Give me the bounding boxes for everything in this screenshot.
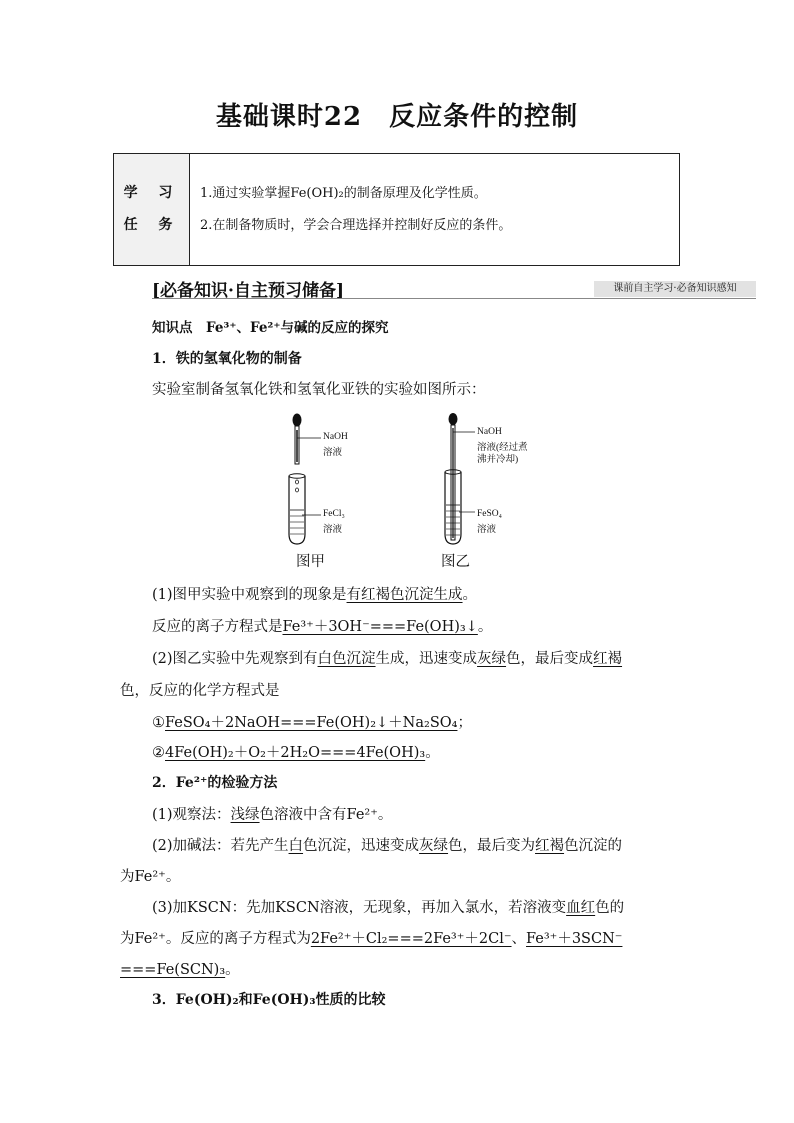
m2-answer-1: 白 [288, 838, 304, 854]
dropper-bulb-b [449, 413, 458, 425]
equation-2 [152, 741, 440, 762]
eq1-number: ① [152, 715, 165, 731]
fig-b-reagent1: NaOH [477, 427, 502, 437]
fig-b-reagent2b: 溶液 [477, 525, 497, 535]
eq2-end: 。 [425, 745, 440, 761]
task-label [114, 154, 190, 265]
fig-a-reagent1b: 溶液 [323, 448, 343, 458]
question-2-line1 [152, 647, 622, 668]
m3-equation-2a: Fe³⁺＋3SCN⁻ [526, 931, 623, 947]
m2-part-b: 色沉淀，迅速变成 [303, 838, 420, 854]
q2-answer-3: 红褐 [593, 651, 623, 667]
knowledge-point [152, 316, 388, 336]
q2-answer-1: 白色沉淀 [317, 651, 376, 667]
m1-suffix: 色溶液中含有Fe²⁺。 [259, 807, 393, 823]
m3-equation-2b: ===Fe(SCN)₃ [120, 962, 226, 978]
m1-answer: 浅绿 [230, 807, 260, 823]
section-heading: [必备知识·自主预习储备] [152, 281, 345, 301]
q1-eq-prefix: 反应的离子方程式是 [152, 619, 283, 635]
q2-part-a: (2)图乙实验中先观察到有 [152, 651, 318, 667]
question-1-equation [152, 615, 492, 636]
m3-part-a: (3)加KSCN：先加KSCN溶液，无现象，再加入氯水，若溶液变 [152, 900, 567, 916]
heading-3: 3．Fe(OH)₂和Fe(OH)₃性质的比较 [152, 992, 386, 1008]
fig-a-reagent2: FeCl₃ [323, 509, 345, 519]
method-2-line1 [152, 834, 622, 855]
question-1-observation [152, 583, 477, 604]
q1-eq-answer: Fe³⁺＋3OH⁻===Fe(OH)₃↓ [282, 619, 478, 635]
q2-part-b: 生成，迅速变成 [375, 651, 478, 667]
task-label-line1: 学 习 [123, 185, 181, 201]
fig-b-reagent1c: 沸并冷却) [477, 455, 519, 465]
m2-part-c: 色，最后变为 [448, 838, 536, 854]
m2-answer-3: 红褐 [535, 838, 565, 854]
q1-end: 。 [462, 587, 478, 603]
method-3-line3 [120, 958, 240, 979]
task-label-line2: 任 务 [123, 217, 181, 233]
page-title: 基础课时22 反应条件的控制 [215, 102, 579, 132]
eq1-end: ； [457, 715, 472, 731]
m2-part-d: 色沉淀的 [564, 838, 623, 854]
kp-title: Fe³⁺、Fe²⁺与碱的反应的探究 [206, 320, 389, 336]
section-divider [152, 298, 756, 299]
fig-b-reagent2: FeSO₄ [477, 509, 502, 519]
m2-part-a: (2)加碱法：若先产生 [152, 838, 289, 854]
fig-a-reagent2b: 溶液 [323, 525, 343, 535]
m3-separator: 、 [511, 931, 527, 947]
method-3-line1 [152, 896, 624, 917]
q1-prefix: (1)图甲实验中观察到的现象是 [152, 587, 347, 603]
learning-task-box [113, 153, 680, 266]
eq2-number: ② [152, 745, 165, 761]
m2-answer-2: 灰绿 [419, 838, 449, 854]
eq2-text: 4Fe(OH)₂＋O₂＋2H₂O===4Fe(OH)₃ [165, 745, 426, 761]
q1-answer: 有红褐色沉淀生成 [346, 587, 463, 603]
q1-eq-end: 。 [477, 619, 493, 635]
intro-text: 实验室制备氢氧化铁和氢氧化亚铁的实验如图所示： [152, 382, 486, 398]
m1-prefix: (1)观察法： [152, 807, 231, 823]
m3-part-b: 色的 [595, 900, 625, 916]
method-3-line2 [120, 927, 622, 948]
eq1-text: FeSO₄＋2NaOH===Fe(OH)₂↓＋Na₂SO₄ [165, 715, 458, 731]
method-2-line2: 为Fe²⁺。 [120, 869, 181, 885]
heading-1: 1．铁的氢氧化物的制备 [152, 351, 302, 367]
fig-b-reagent1b: 溶液(经过煮 [477, 443, 528, 453]
q2-answer-2: 灰绿 [477, 651, 507, 667]
dropper-bulb-a [293, 414, 302, 427]
fig-a-reagent1: NaOH [323, 432, 348, 442]
fig-a-caption: 图甲 [296, 554, 325, 570]
fig-b-caption: 图乙 [441, 554, 470, 570]
m3-answer: 血红 [566, 900, 596, 916]
m3-end: 。 [225, 962, 240, 978]
method-1 [152, 803, 392, 824]
equation-1 [152, 711, 472, 732]
m3-part-c: 为Fe²⁺。反应的离子方程式为 [120, 931, 311, 947]
m3-equation-1: 2Fe²⁺＋Cl₂===2Fe³⁺＋2Cl⁻ [310, 931, 512, 947]
task-item-1: 1.通过实验掌握Fe(OH)₂的制备原理及化学性质。 [200, 186, 487, 201]
task-item-2: 2.在制备物质时，学会合理选择并控制好反应的条件。 [200, 218, 512, 233]
section-tag: 课前自主学习·必备知识感知 [594, 281, 756, 297]
question-2-line2: 色，反应的化学方程式是 [120, 683, 280, 699]
q2-part-c: 色，最后变成 [506, 651, 594, 667]
kp-label: 知识点 [152, 320, 206, 336]
heading-2: 2．Fe²⁺的检验方法 [152, 775, 278, 791]
